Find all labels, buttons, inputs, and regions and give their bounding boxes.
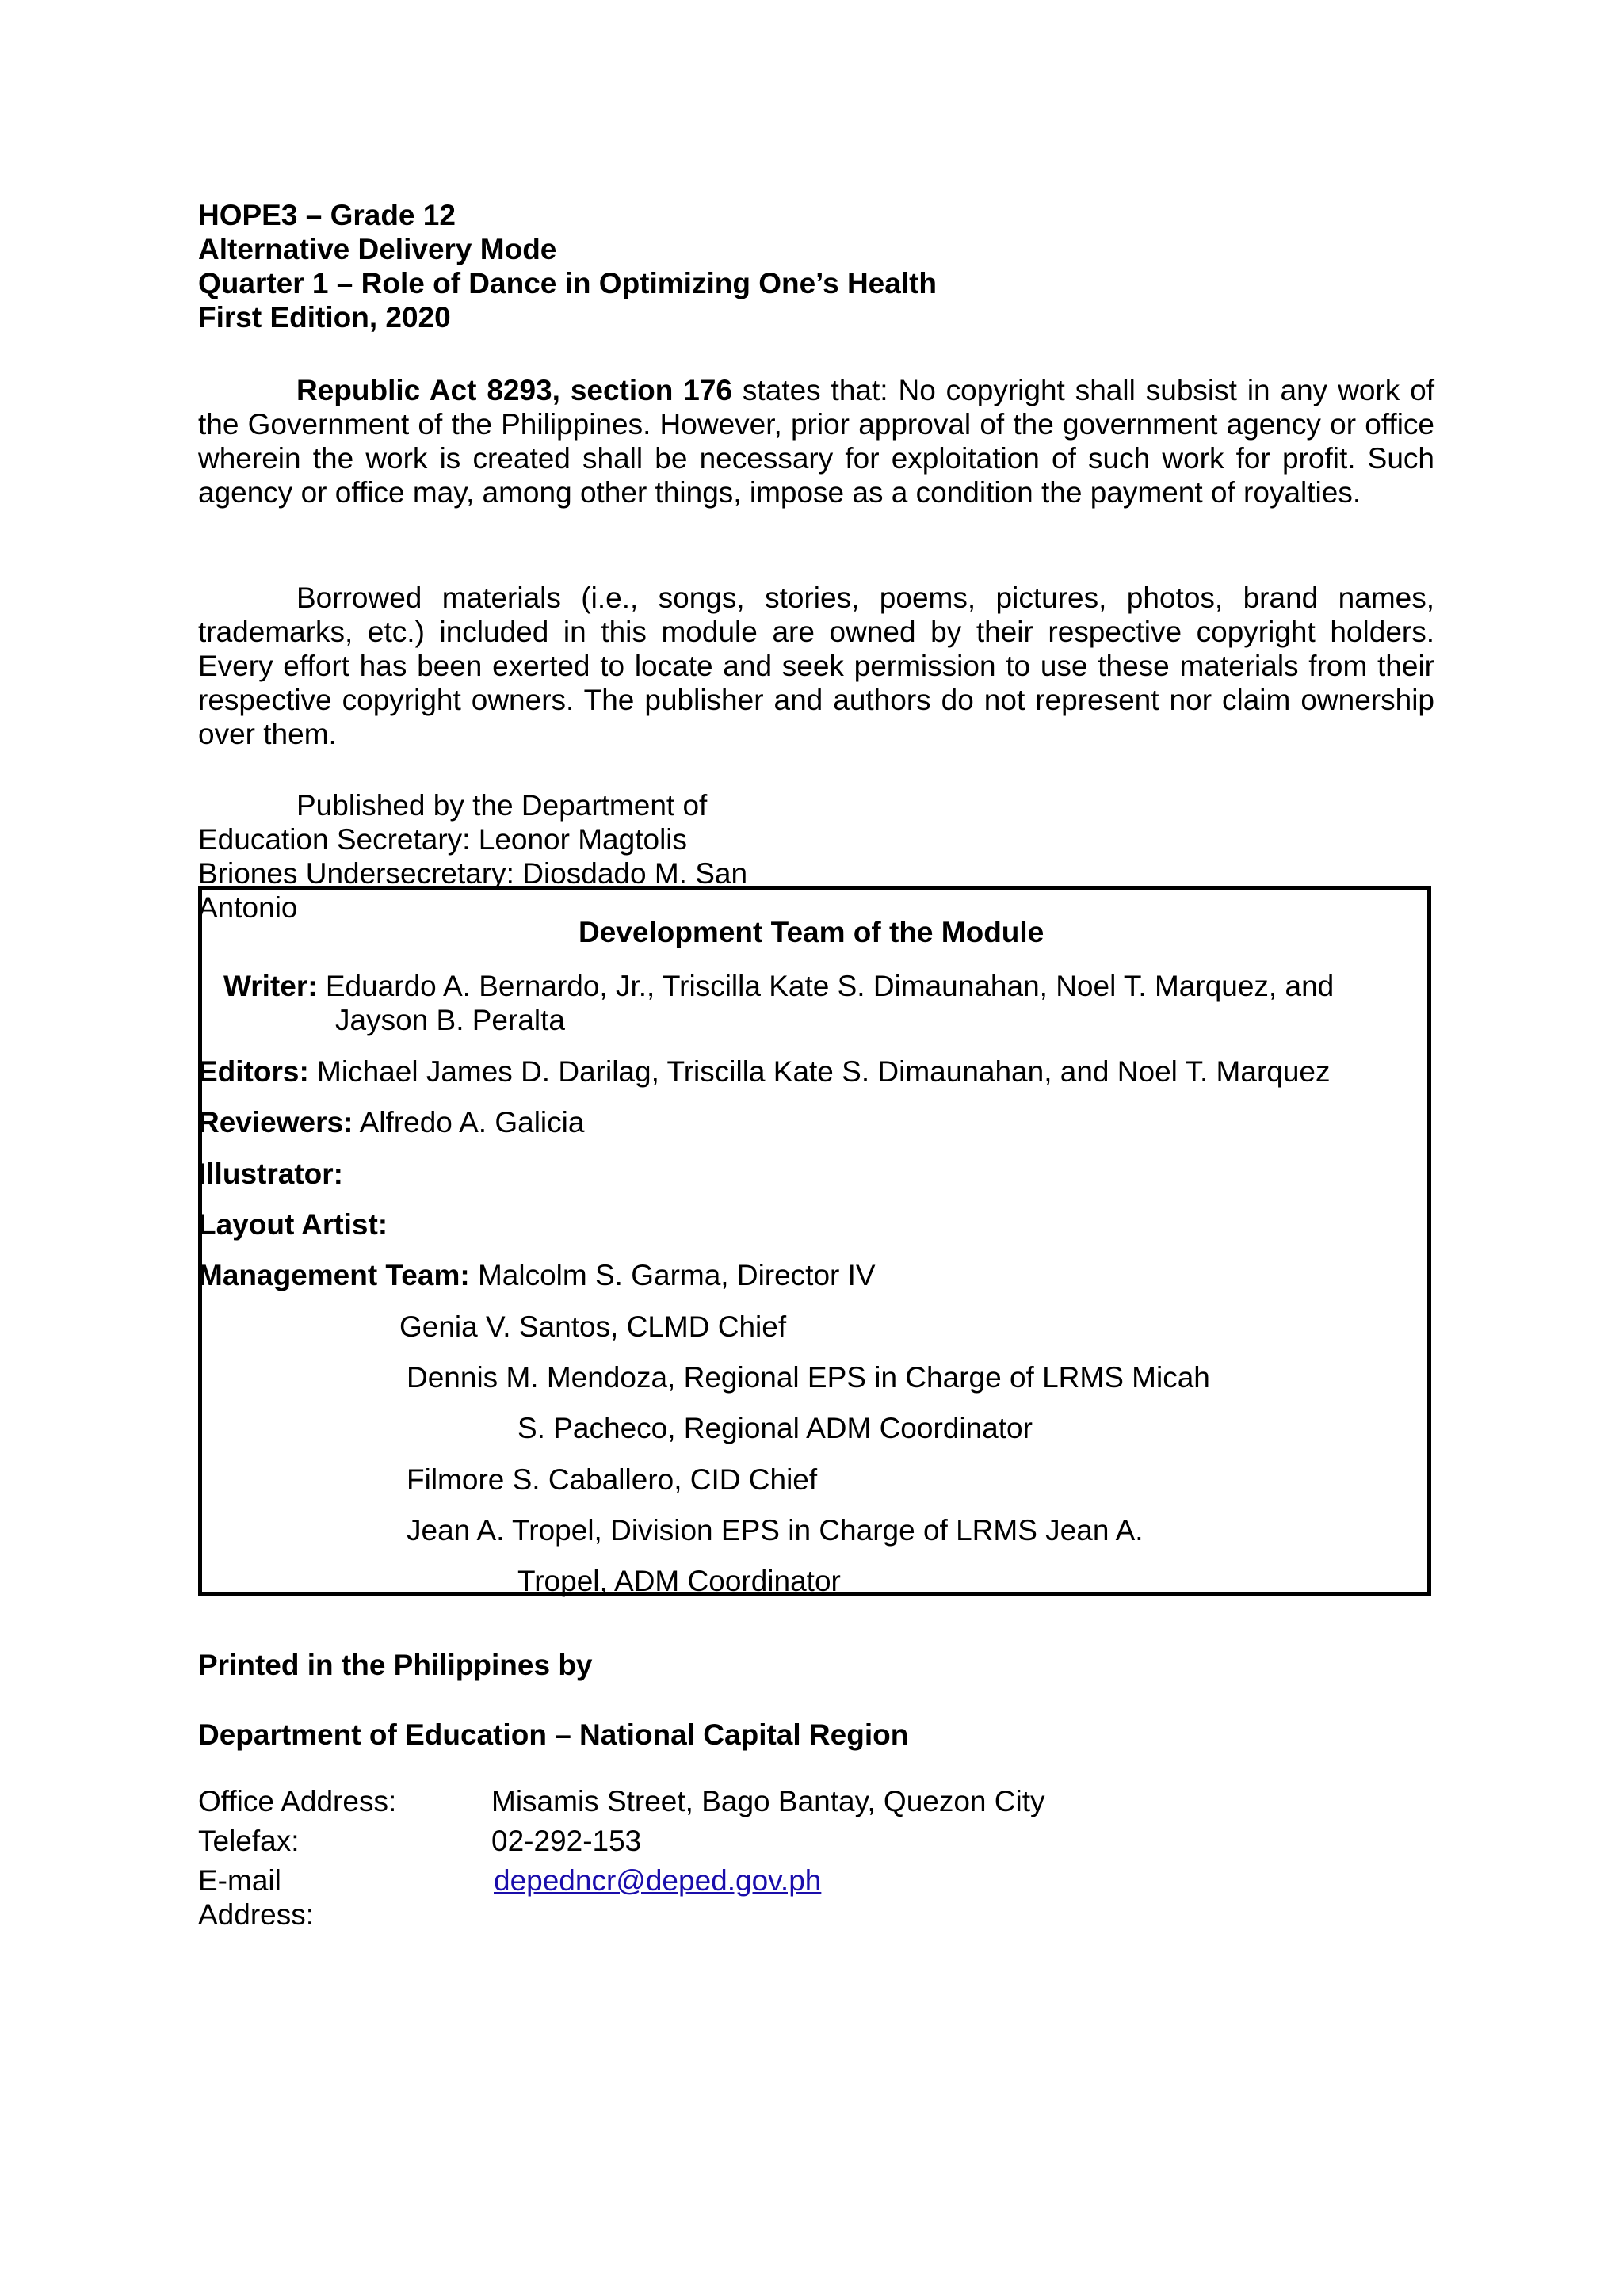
illustrator-label: Illustrator: <box>198 1158 343 1190</box>
management-team-label: Management Team: <box>198 1259 470 1291</box>
header-line-course: HOPE3 – Grade 12 <box>198 199 456 231</box>
writer-names: Eduardo A. Bernardo, Jr., Triscilla Kate S. Dimaunahan, Noel T. Marquez, and <box>317 970 1335 1002</box>
management-member-3: Filmore S. Caballero, CID Chief <box>407 1463 818 1496</box>
reviewers-label: Reviewers: <box>198 1106 353 1138</box>
header-line-mode: Alternative Delivery Mode <box>198 233 557 265</box>
email-label <box>198 1863 491 1932</box>
layout-artist-label: Layout Artist: <box>198 1208 388 1241</box>
header-line-edition: First Edition, 2020 <box>198 301 451 334</box>
management-team-head: Malcolm S. Garma, Director IV <box>469 1259 876 1291</box>
email-label-line-2: Address: <box>198 1898 315 1931</box>
editors-row <box>198 1055 1331 1089</box>
editors-names: Michael James D. Darilag, Triscilla Kate S. Dimaunahan, and Noel T. Marquez <box>308 1055 1331 1088</box>
management-member-4: Jean A. Tropel, Division EPS in Charge of LRMS Jean A. <box>407 1514 1144 1547</box>
management-member-2: Dennis M. Mendoza, Regional EPS in Charge of LRMS Micah <box>407 1361 1210 1394</box>
copyright-paragraph <box>198 373 1434 509</box>
telefax-value: 02-292-153 <box>491 1825 642 1857</box>
published-line-4: Antonio <box>198 891 298 924</box>
management-member-4-continued: Tropel, ADM Coordinator <box>517 1565 841 1597</box>
office-address-row <box>198 1784 1045 1818</box>
module-header <box>198 198 937 334</box>
published-line-2: Education Secretary: Leonor Magtolis <box>198 823 688 856</box>
writer-row <box>223 969 1334 1003</box>
development-team-title: Development Team of the Module <box>579 916 1044 948</box>
editors-label: Editors: <box>198 1055 309 1088</box>
copyright-paragraph-text: states that: No copyright shall subsist in any work of the Government of the Philippines. However, prior approval of the government agency or office wherein the work is created shall be necessary for exploitation of such work for profit. Such agency or office may, among other things, impose as a condition the payment of royalties. <box>198 374 1434 509</box>
office-address-label: Office Address: <box>198 1785 397 1817</box>
telefax-label: Telefax: <box>198 1825 300 1857</box>
email-row <box>198 1863 821 1932</box>
management-member-1: Genia V. Santos, CLMD Chief <box>399 1310 787 1343</box>
writer-label: Writer: <box>223 970 318 1002</box>
office-address-value: Misamis Street, Bago Bantay, Quezon City <box>491 1785 1045 1817</box>
telefax-row <box>198 1824 641 1858</box>
email-link[interactable]: depedncr@deped.gov.ph <box>494 1864 822 1897</box>
borrowed-materials-paragraph: Borrowed materials (i.e., songs, stories, poems, pictures, photos, brand names, trademarks, etc.) included in this module are owned by their respective copyright holders. Every effort has been exerted to locate and seek permission to use these materials from their respective copyright owners. The publisher and authors do not represent nor claim ownership over them. <box>198 582 1434 750</box>
printed-in-label: Printed in the Philippines by <box>198 1649 593 1681</box>
published-line-3: Briones Undersecretary: Diosdado M. San <box>198 857 748 890</box>
department-name: Department of Education – National Capital Region <box>198 1718 909 1751</box>
development-team-box <box>198 886 1431 1596</box>
management-team-row <box>198 1258 876 1292</box>
republic-act-reference: Republic Act 8293, section 176 <box>296 374 733 406</box>
published-line-1: Published by the Department of <box>296 789 708 822</box>
management-member-2-continued: S. Pacheco, Regional ADM Coordinator <box>517 1412 1033 1444</box>
reviewers-row <box>198 1105 584 1139</box>
header-line-quarter: Quarter 1 – Role of Dance in Optimizing One’s Health <box>198 267 938 299</box>
reviewers-names: Alfredo A. Galicia <box>353 1106 585 1138</box>
writer-names-continued: Jayson B. Peralta <box>335 1004 565 1036</box>
email-label-line-1: E-mail <box>198 1864 281 1897</box>
